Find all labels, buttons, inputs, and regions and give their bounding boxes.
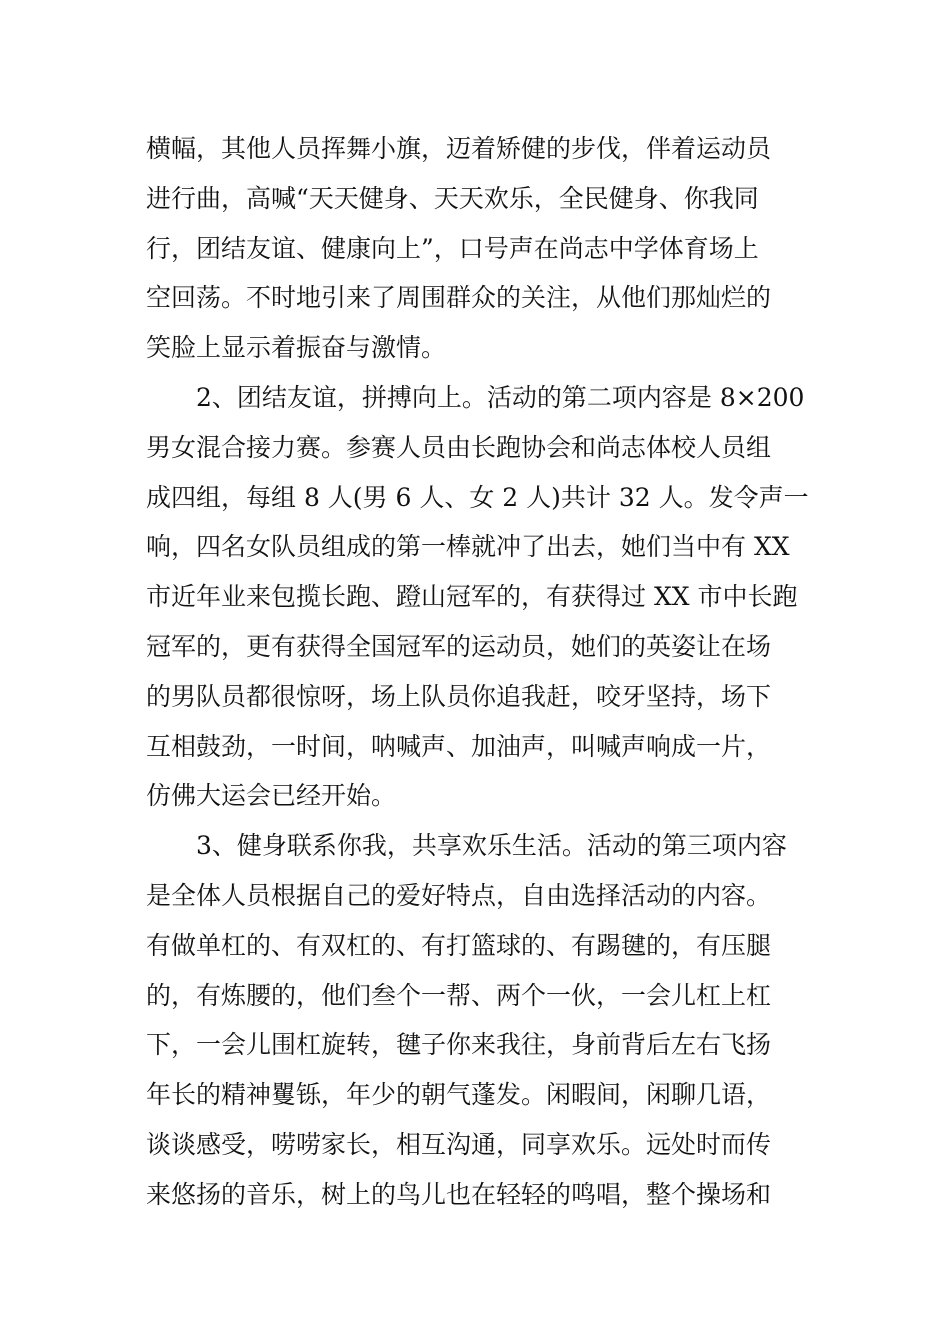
text-line: 年长的精神矍铄，年少的朝气蓬发。闲暇间，闲聊几语， bbox=[146, 1080, 772, 1110]
text-line: 互相鼓劲，一时间，呐喊声、加油声，叫喊声响成一片， bbox=[146, 731, 772, 761]
text-line: 男女混合接力赛。参赛人员由长跑协会和尚志体校人员组 bbox=[146, 432, 772, 462]
text-line: 下，一会儿围杠旋转，毽子你来我往，身前背后左右飞扬 bbox=[146, 1030, 772, 1060]
paragraph-start-line: 2、团结友谊，拼搏向上。活动的第二项内容是 8×200 bbox=[196, 382, 805, 412]
paragraph-start-line: 3、健身联系你我，共享欢乐生活。活动的第三项内容 bbox=[196, 831, 787, 861]
text-line: 的男队员都很惊呀，场上队员你追我赶，咬牙坚持，场下 bbox=[146, 681, 772, 711]
text-line: 谈谈感受，唠唠家长，相互沟通，同享欢乐。远处时而传 bbox=[146, 1129, 772, 1159]
body-text bbox=[146, 124, 809, 1220]
text-line: 响，四名女队员组成的第一棒就冲了出去，她们当中有 XX bbox=[146, 532, 790, 562]
text-line: 行，团结友谊、健康向上”，口号声在尚志中学体育场上 bbox=[146, 233, 759, 263]
text-line: 笑脸上显示着振奋与激情。 bbox=[146, 333, 447, 363]
text-line: 来悠扬的音乐，树上的鸟儿也在轻轻的鸣唱，整个操场和 bbox=[146, 1179, 772, 1209]
text-line: 市近年业来包揽长跑、蹬山冠军的，有获得过 XX 市中长跑 bbox=[146, 582, 798, 612]
text-line: 空回荡。不时地引来了周围群众的关注，从他们那灿烂的 bbox=[146, 283, 772, 313]
text-line: 有做单杠的、有双杠的、有打篮球的、有踢毽的，有压腿 bbox=[146, 930, 772, 960]
text-line: 是全体人员根据自己的爱好特点，自由选择活动的内容。 bbox=[146, 880, 772, 910]
text-line: 的，有炼腰的，他们叁个一帮、两个一伙，一会儿杠上杠 bbox=[146, 980, 772, 1010]
text-line: 冠军的，更有获得全国冠军的运动员，她们的英姿让在场 bbox=[146, 631, 772, 661]
text-line: 横幅，其他人员挥舞小旗，迈着矫健的步伐，伴着运动员 bbox=[146, 134, 772, 163]
text-line: 成四组，每组 8 人(男 6 人、女 2 人)共计 32 人。发令声一 bbox=[146, 482, 809, 512]
text-line: 仿佛大运会已经开始。 bbox=[146, 781, 397, 811]
text-line: 进行曲，高喊“天天健身、天天欢乐，全民健身、你我同 bbox=[146, 183, 759, 213]
